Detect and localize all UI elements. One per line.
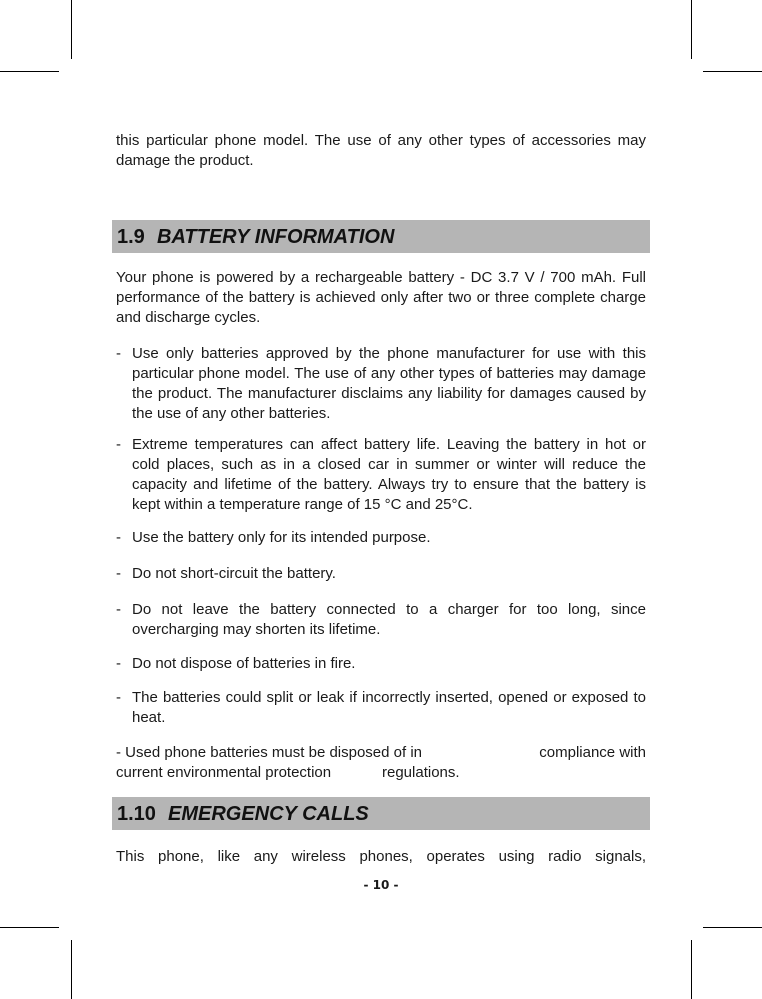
disposal-paragraph [116, 743, 646, 783]
intro-paragraph: this particular phone model. The use of any other types of accessories may damage the product. [116, 132, 646, 169]
section-header-battery [112, 220, 650, 253]
list-item [116, 528, 646, 548]
disposal-line2-left: current environmental protection [116, 764, 332, 781]
section-title: EMERGENCY CALLS [168, 803, 369, 825]
list-item-text: Use the battery only for its intended purpose. [132, 529, 431, 546]
crop-mark [703, 927, 762, 928]
page-number: - 10 - [363, 878, 399, 892]
crop-mark [703, 71, 762, 72]
disposal-line1-right: compliance with [539, 744, 646, 761]
crop-mark [691, 0, 692, 59]
crop-mark [0, 71, 59, 72]
list-item-text: Do not short-circuit the battery. [132, 565, 336, 582]
list-item-text: Do not leave the battery connected to a charger for too long, since overcharging may shorten its lifetime. [132, 601, 646, 638]
list-item [116, 564, 646, 584]
list-item [116, 344, 646, 424]
list-item-text: The batteries could split or leak if incorrectly inserted, opened or exposed to heat. [132, 689, 646, 726]
section-header-emergency [112, 797, 650, 830]
disposal-line2-right: regulations. [382, 764, 460, 781]
crop-mark [71, 940, 72, 999]
bullet-dash: - [116, 565, 121, 582]
crop-mark [71, 0, 72, 59]
section-title: BATTERY INFORMATION [157, 226, 395, 248]
list-item [116, 688, 646, 728]
disposal-line1-left: - Used phone batteries must be disposed of in [116, 744, 423, 761]
bullet-dash: - [116, 345, 121, 362]
crop-mark [0, 927, 59, 928]
list-item-text: Extreme temperatures can affect battery life. Leaving the battery in hot or cold places, such as in a closed car in summer or winter will reduce the capacity and lifetime of the battery. Always try to ensure that the battery is kept within a temperature range of 15 °C and 25°C. [132, 436, 646, 513]
section-number: 1.10 [117, 803, 156, 825]
bullet-dash: - [116, 655, 121, 672]
bullet-dash: - [116, 436, 121, 453]
list-item [116, 435, 646, 515]
list-item-text: Use only batteries approved by the phone manufacturer for use with this particular phone model. The use of any other types of batteries may damage the product. The manufacturer disclaims any liability for damages caused by the use of any other batteries. [132, 345, 646, 422]
battery-intro-paragraph: Your phone is powered by a rechargeable battery - DC 3.7 V / 700 mAh. Full performance of the battery is achieved only after two or three complete charge and discharge cycles. [116, 269, 646, 326]
bullet-dash: - [116, 529, 121, 546]
list-item [116, 600, 646, 640]
list-item [116, 654, 646, 674]
emergency-intro-paragraph: This phone, like any wireless phones, operates using radio signals, [116, 848, 646, 865]
bullet-dash: - [116, 601, 121, 618]
list-item-text: Do not dispose of batteries in fire. [132, 655, 356, 672]
bullet-dash: - [116, 689, 121, 706]
section-number: 1.9 [117, 226, 145, 248]
crop-mark [691, 940, 692, 999]
